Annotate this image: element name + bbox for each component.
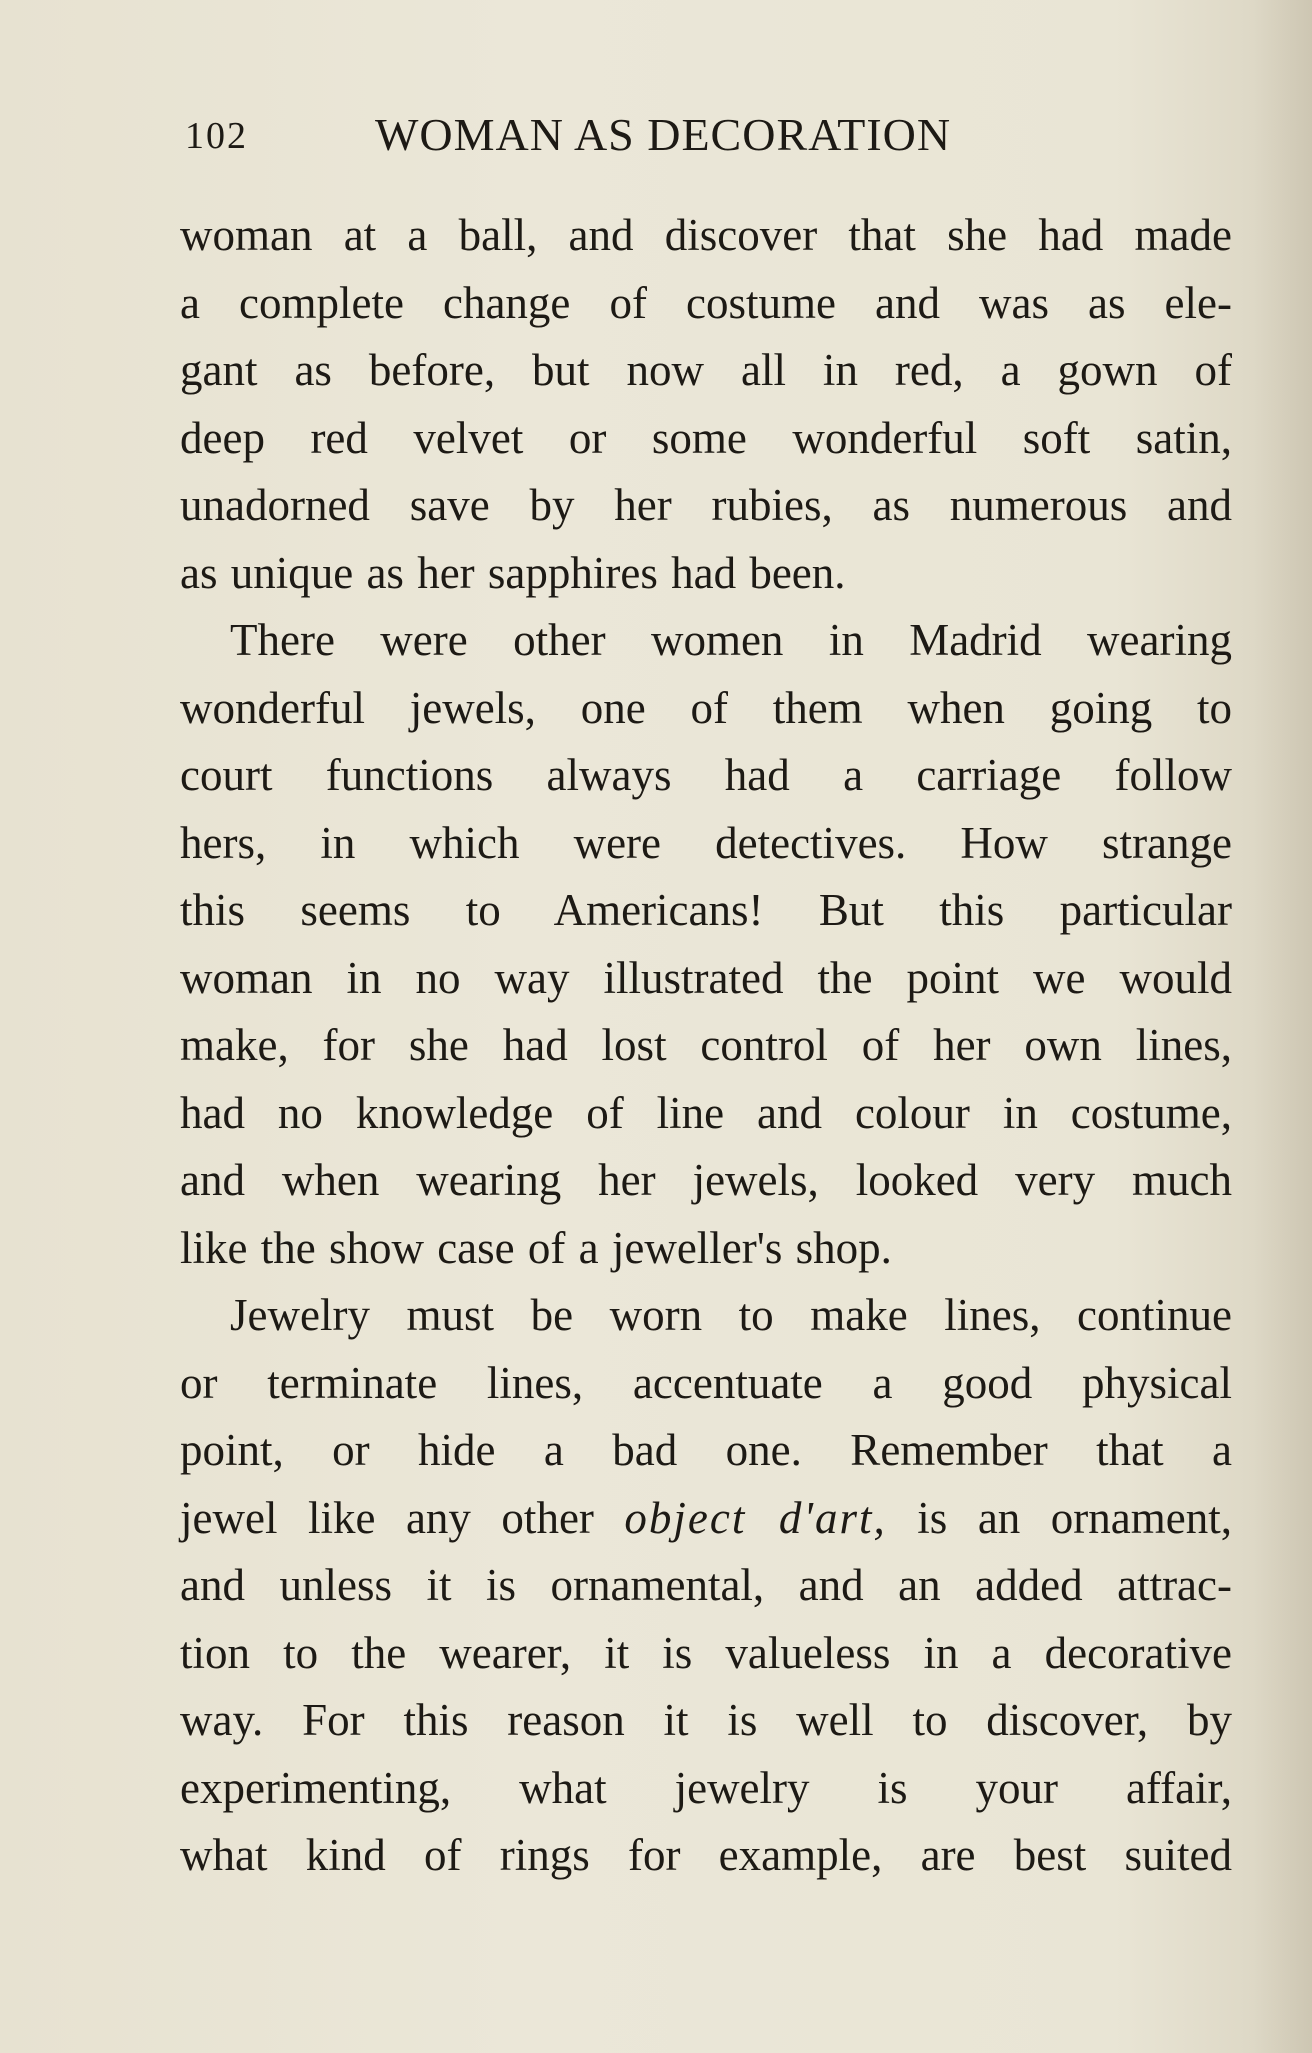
running-head [180,108,1240,168]
text-segment: jewel like any other [180,1492,625,1543]
text-line: court functions always had a carriage follow [180,750,1232,800]
text-line: woman in no way illustrated the point we would [180,952,1232,1003]
paragraph-first-line: There were other women in Madrid wearing [230,615,1232,665]
text-line: deep red velvet or some wonderful soft satin, [180,412,1232,463]
text-line-with-italic [180,1485,1232,1553]
text-line: and unless it is ornamental, and an added attrac- [180,1560,1232,1610]
text-line: had no knowledge of line and colour in costume, [180,1087,1232,1138]
text-line: woman at a ball, and discover that she had made [180,210,1232,260]
text-line: gant as before, but now all in red, a gown of [180,345,1232,395]
text-line: like the show case of a jeweller's shop. [180,1222,892,1273]
text-line: what kind of rings for example, are best suited [180,1830,1232,1880]
running-title: WOMAN AS DECORATION [375,109,952,160]
body-text [180,202,1232,1890]
text-line: tion to the wearer, it is valueless in a decorative [180,1627,1232,1678]
page-number: 102 [185,115,248,157]
text-line: make, for she had lost control of her own lines, [180,1020,1232,1070]
italic-phrase: object d'art, [624,1492,887,1543]
text-line: as unique as her sapphires had been. [180,547,846,598]
text-line: experimenting, what jewelry is your affair, [180,1762,1232,1813]
text-segment: is an ornament, [886,1492,1232,1543]
text-line: point, or hide a bad one. Remember that a [180,1425,1232,1475]
text-line: way. For this reason it is well to discover, by [180,1695,1232,1745]
page-edge-shadow [1252,0,1312,2053]
text-line: a complete change of costume and was as ele- [180,277,1232,328]
paragraph-first-line: Jewelry must be worn to make lines, continue [230,1290,1232,1340]
text-line: or terminate lines, accentuate a good physical [180,1357,1232,1408]
text-line: this seems to Americans! But this particular [180,885,1232,935]
text-line: hers, in which were detectives. How strange [180,817,1232,868]
text-line: unadorned save by her rubies, as numerous and [180,480,1232,530]
text-line: and when wearing her jewels, looked very much [180,1155,1232,1205]
text-line: wonderful jewels, one of them when going to [180,682,1232,733]
